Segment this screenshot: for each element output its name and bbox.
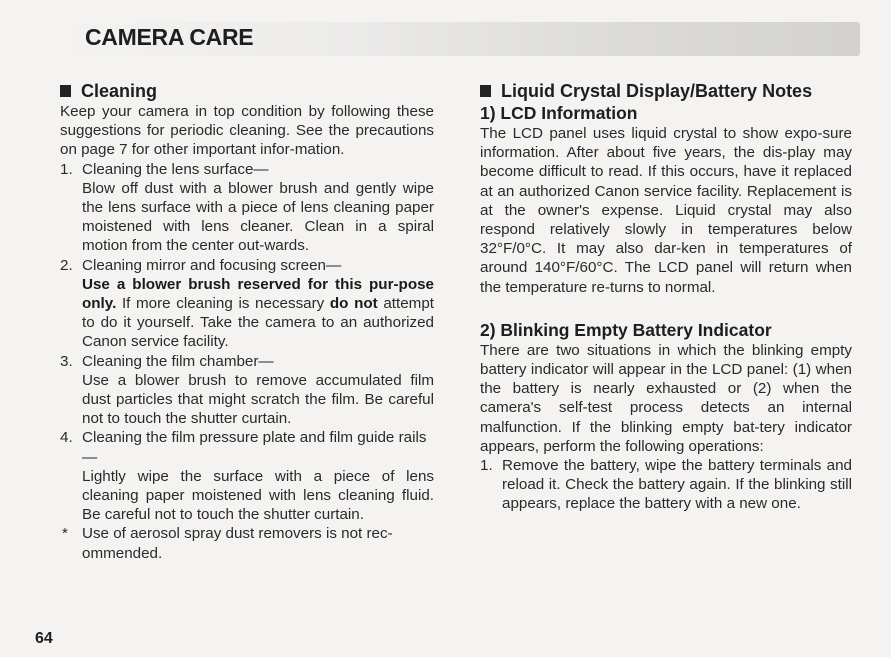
lcd-battery-section	[480, 80, 852, 514]
aerosol-note	[60, 524, 434, 562]
lcd-info-heading: 1) LCD Information	[480, 103, 638, 123]
section-spacer	[480, 297, 852, 319]
note-marker: *	[62, 525, 68, 543]
bullet-square-icon	[480, 85, 491, 97]
page-title: CAMERA CARE	[85, 24, 254, 50]
item-text: If more cleaning is necessary	[116, 295, 330, 313]
item-body: Blow off dust with a blower brush and gently wipe the lens surface with a piece of lens cleaning paper moistened with lens cleaner. Clean in a spiral motion from the center out-wards.	[82, 179, 434, 255]
item-number: 1.	[480, 457, 493, 475]
item-title: Cleaning the lens surface—	[82, 160, 269, 178]
cleaning-intro: Keep your camera in top condition by following these suggestions for periodic cleaning. See the precautions on page 7 for other important infor-mation.	[60, 103, 434, 159]
item-number: 2.	[60, 256, 73, 274]
bold-warning: Use a blower brush reserved for this pur-pose only.	[82, 275, 434, 313]
item-body: Lightly wipe the surface with a piece of lens cleaning paper moistened with lens cleaning fluid. Be careful not to touch the shutter curtain.	[82, 467, 434, 524]
item-number: 4.	[60, 429, 73, 447]
item-title: Cleaning the film pressure plate and film guide rails—	[82, 429, 427, 466]
item-body: Use a blower brush to remove accumulated film dust particles that might scratch the film. Be careful not to touch the shutter curtain.	[82, 371, 434, 428]
cleaning-list	[60, 160, 434, 525]
item-number: 3.	[60, 352, 73, 370]
blinking-indicator-heading: 2) Blinking Empty Battery Indicator	[480, 319, 772, 340]
cleaning-heading-text: Cleaning	[81, 81, 158, 101]
list-item	[60, 352, 434, 429]
cleaning-section	[60, 80, 434, 563]
item-text: attempt to do it yourself. Take the camera to an authorized Canon service facility.	[82, 295, 435, 351]
item-body	[82, 275, 434, 352]
list-item	[480, 456, 852, 514]
page-number: 64	[35, 630, 53, 647]
battery-steps-list	[480, 456, 852, 514]
lcd-battery-heading-text: Liquid Crystal Display/Battery Notes	[501, 81, 813, 101]
item-number: 1.	[60, 160, 73, 178]
lcd-battery-heading	[480, 80, 852, 102]
lcd-info-paragraph: The LCD panel uses liquid crystal to show expo-sure information. After about five years, the dis-play may become difficult to read. If this occurs, have it replaced at an authorized Canon service facility. Replacement is at the owner's expense. Liquid crystal may also respond relatively slowly in temperatures below 32°F/0°C. It may also dar-ken in temperatures of around 140°F/60°C. The LCD panel will return when the temperature re-turns to normal.	[480, 125, 852, 296]
blinking-indicator-paragraph: There are two situations in which the blinking empty battery indicator will appear in the LCD panel: (1) when the battery is nearly exhausted or (2) when the camera's self-test process detects an internal malfunction. If the blinking empty bat-tery indicator appears, perform the following operations:	[480, 341, 852, 455]
list-item	[60, 428, 434, 524]
cleaning-heading	[60, 80, 434, 102]
bullet-square-icon	[60, 85, 71, 97]
bold-do-not: do not	[329, 295, 378, 313]
item-title: Cleaning mirror and focusing screen—	[82, 256, 342, 274]
list-item	[60, 160, 434, 256]
note-text: Use of aerosol spray dust removers is not rec-ommended.	[82, 525, 393, 562]
item-body: Remove the battery, wipe the battery terminals and reload it. Check the battery again. If the blinking still appears, replace the battery with a new one.	[502, 457, 852, 513]
item-title: Cleaning the film chamber—	[82, 352, 274, 370]
list-item	[60, 256, 434, 352]
